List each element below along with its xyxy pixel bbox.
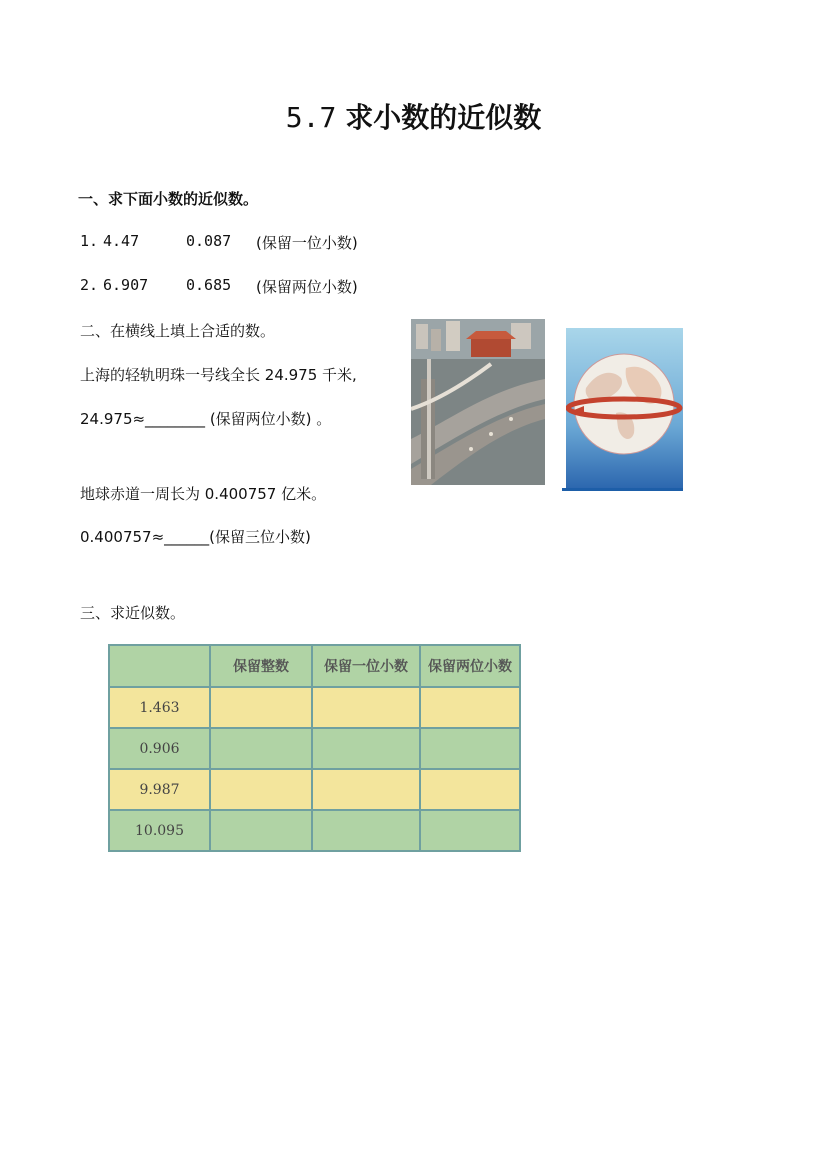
- table-row-label: 9.987: [109, 769, 210, 810]
- section2-paragraph-1: 上海的轻轨明珠一号线全长 24.975 千米,: [80, 366, 357, 384]
- table-row: [109, 810, 520, 851]
- answer-cell[interactable]: [210, 728, 312, 769]
- railway-photo: [411, 319, 545, 485]
- globe-image: [566, 328, 683, 491]
- table-row-label: 0.906: [109, 728, 210, 769]
- section2-paragraph-3: 地球赤道一周长为 0.400757 亿米。: [80, 485, 327, 503]
- row1-value-a: 4.47: [103, 232, 140, 250]
- answer-cell[interactable]: [420, 728, 520, 769]
- answer-cell[interactable]: [312, 769, 420, 810]
- table-header-cell: 保留整数: [210, 645, 312, 687]
- table-row: [109, 769, 520, 810]
- answer-cell[interactable]: [210, 810, 312, 851]
- approximation-table: [108, 644, 521, 852]
- title-number: 5.7: [285, 101, 337, 134]
- row2-note: (保留两位小数): [256, 278, 358, 296]
- answer-cell[interactable]: [312, 810, 420, 851]
- row2-value-b: 0.685: [186, 276, 232, 294]
- row1-value-b: 0.087: [186, 232, 232, 250]
- section2-heading: 二、在横线上填上合适的数。: [80, 322, 276, 340]
- answer-cell[interactable]: [210, 769, 312, 810]
- row2-value-a: 6.907: [103, 276, 149, 294]
- answer-cell[interactable]: [420, 810, 520, 851]
- table-row: [109, 687, 520, 728]
- answer-cell[interactable]: [312, 728, 420, 769]
- row1-index: 1.: [80, 232, 99, 250]
- row1-note: (保留一位小数): [256, 234, 358, 252]
- table-row: [109, 728, 520, 769]
- row2-index: 2.: [80, 276, 99, 294]
- section2-paragraph-2: 24.975≈________ (保留两位小数) 。: [80, 410, 332, 428]
- answer-cell[interactable]: [420, 769, 520, 810]
- section2-paragraph-4: 0.400757≈______(保留三位小数): [80, 528, 311, 546]
- table-header-row: [109, 645, 520, 687]
- table-header-cell: 保留一位小数: [312, 645, 420, 687]
- answer-cell[interactable]: [312, 687, 420, 728]
- page-title: [0, 96, 827, 136]
- table-header-cell: 保留两位小数: [420, 645, 520, 687]
- table-row-label: 10.095: [109, 810, 210, 851]
- table-row-label: 1.463: [109, 687, 210, 728]
- answer-cell[interactable]: [420, 687, 520, 728]
- globe-image-border: [562, 488, 683, 491]
- section1-heading: 一、求下面小数的近似数。: [78, 190, 259, 208]
- section3-heading: 三、求近似数。: [80, 604, 186, 622]
- title-text: 求小数的近似数: [345, 101, 542, 134]
- answer-cell[interactable]: [210, 687, 312, 728]
- table-header-cell: [109, 645, 210, 687]
